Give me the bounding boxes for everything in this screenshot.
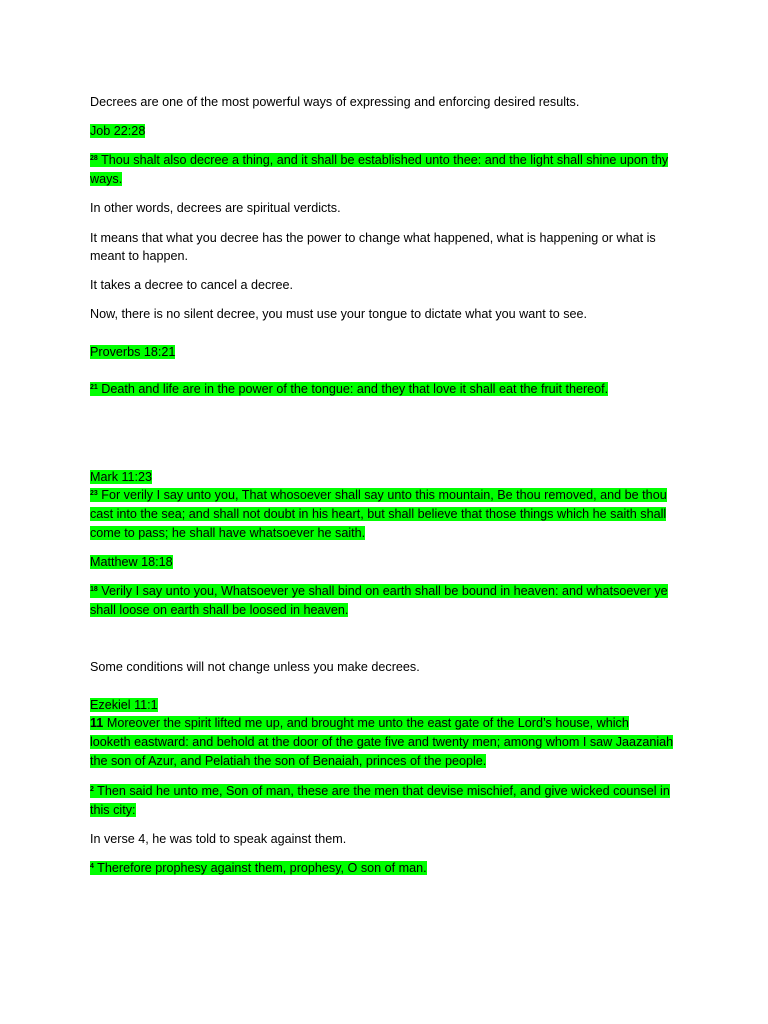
verse-number: 21 [90, 384, 98, 391]
verse-matthew-line-2: shall loose on earth shall be loosed in heaven. [90, 603, 349, 617]
ref-proverbs: Proverbs 18:21 [90, 345, 176, 359]
verse-mark-line-3: come to pass; he shall have whatsoever he saith. [90, 526, 366, 540]
ref-ezekiel: Ezekiel 11:1 [90, 698, 158, 712]
verse-job-line-1: $^{28}$ Thou shalt also decree a thing, and it shall be established unto thee: and the light shall shine upon thy [90, 153, 669, 167]
verse-number: 18 [90, 586, 98, 593]
ref-matthew: Matthew 18:18 [90, 555, 173, 569]
paragraph-means-line-1: It means that what you decree has the power to change what happened, what is happening or what is [90, 231, 656, 245]
verse-job-line-2: ways. [90, 172, 123, 186]
paragraph-verdicts: In other words, decrees are spiritual verdicts. [90, 201, 341, 215]
verse-number: 28 [90, 155, 98, 162]
verse-ezekiel-line-3: the son of Azur, and Pelatiah the son of Benaiah, princes of the people. [90, 754, 487, 768]
verse-ezekiel-line-2: looketh eastward: and behold at the door of the gate five and twenty men; among whom I saw Jaazaniah [90, 735, 674, 749]
paragraph-verse4: In verse 4, he was told to speak against them. [90, 832, 347, 846]
verse-proverbs: $^{21}$ Death and life are in the power of the tongue: and they that love it shall eat the fruit thereof. [90, 382, 609, 396]
verse-number: 4 [90, 863, 94, 870]
verse-mark-line-1: $^{23}$ For verily I say unto you, That whosoever shall say unto this mountain, Be thou removed, and be thou [90, 488, 667, 502]
verse-ezekiel2-line-1: $^2$ Then said he unto me, Son of man, these are the men that devise mischief, and give wicked counsel in [90, 784, 670, 798]
paragraph-conditions: Some conditions will not change unless you make decrees. [90, 660, 420, 674]
verse-mark-line-2: cast into the sea; and shall not doubt in his heart, but shall believe that those things which he saith shall [90, 507, 667, 521]
verse-number: 23 [90, 490, 98, 497]
ref-mark: Mark 11:23 [90, 470, 153, 484]
verse-ezekiel-line-1: 11 Moreover the spirit lifted me up, and brought me unto the east gate of the Lord’s house, which [90, 716, 629, 730]
verse-number: 2 [90, 786, 94, 793]
verse-ezekiel4: $^4$ Therefore prophesy against them, prophesy, O son of man. [90, 861, 427, 875]
paragraph-silent: Now, there is no silent decree, you must use your tongue to dictate what you want to see. [90, 307, 588, 321]
paragraph-cancel: It takes a decree to cancel a decree. [90, 278, 294, 292]
ref-job: Job 22:28 [90, 124, 146, 138]
verse-number: 11 [90, 716, 104, 730]
verse-ezekiel2-line-2: this city: [90, 803, 136, 817]
verse-matthew-line-1: $^{18}$ Verily I say unto you, Whatsoever ye shall bind on earth shall be bound in heaven: and whatsoever ye [90, 584, 668, 598]
intro-paragraph: Decrees are one of the most powerful ways of expressing and enforcing desired results. [90, 95, 580, 109]
paragraph-means-line-2: meant to happen. [90, 249, 189, 263]
